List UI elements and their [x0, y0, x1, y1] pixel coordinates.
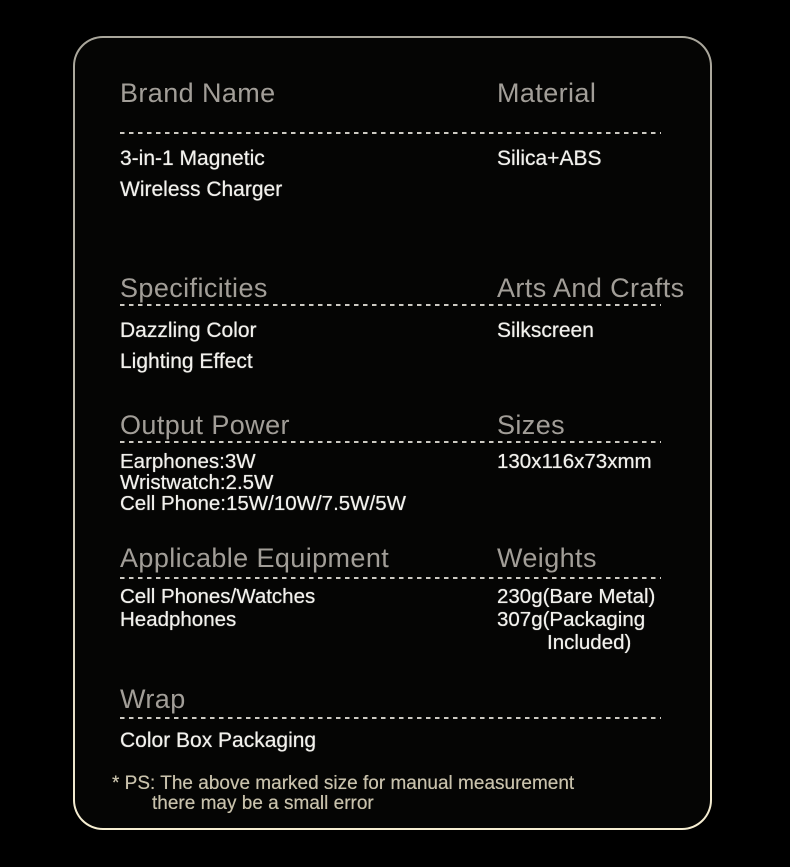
- section-specificities-crafts: [120, 273, 714, 377]
- section-equipment-weights: [120, 543, 714, 654]
- section-headers: [120, 78, 714, 108]
- section-title-sizes: Sizes: [497, 410, 566, 440]
- section-title-material: Material: [497, 78, 597, 108]
- footnote-line: * PS: The above marked size for manual measurement: [112, 773, 575, 794]
- value-line: Cell Phones/Watches: [120, 585, 316, 608]
- arts-and-crafts-values: [497, 315, 594, 377]
- section-headers: [120, 273, 714, 303]
- section-headers: [120, 410, 714, 440]
- brand-name-values: [120, 143, 497, 205]
- section-headers: [120, 684, 714, 714]
- spec-card-border: [73, 36, 712, 830]
- applicable-equipment-values: [120, 585, 497, 654]
- wrap-values: [120, 727, 497, 755]
- section-wrap: [120, 684, 714, 755]
- value-line: Lighting Effect: [120, 350, 253, 373]
- value-line: Cell Phone:15W/10W/7.5W/5W: [120, 492, 406, 515]
- value-line: Wristwatch:2.5W: [120, 471, 274, 494]
- dashed-divider: [120, 717, 661, 719]
- section-values: [120, 143, 714, 205]
- section-values: [120, 585, 714, 654]
- section-title-specificities: Specificities: [120, 273, 268, 303]
- value-line: 130x116x73xmm: [497, 450, 652, 473]
- value-line: 230g(Bare Metal): [497, 585, 656, 608]
- section-title-arts-and-crafts: Arts And Crafts: [497, 273, 685, 303]
- material-values: [497, 143, 601, 205]
- value-line: Earphones:3W: [120, 450, 256, 473]
- value-line: Included): [547, 631, 632, 654]
- section-title-wrap: Wrap: [120, 684, 186, 714]
- value-line: Silica+ABS: [497, 147, 602, 170]
- sizes-values: [497, 451, 652, 514]
- value-line: Silkscreen: [497, 319, 594, 342]
- dashed-divider: [120, 441, 661, 443]
- value-line: 3-in-1 Magnetic: [120, 147, 265, 170]
- section-values: [120, 727, 714, 755]
- section-values: [120, 451, 714, 514]
- section-output-power-sizes: [120, 410, 714, 514]
- section-title-applicable-equipment: Applicable Equipment: [120, 543, 390, 573]
- dashed-divider: [120, 577, 661, 579]
- section-headers: [120, 543, 714, 573]
- footnote-line: there may be a small error: [152, 793, 374, 814]
- value-line: Color Box Packaging: [120, 729, 317, 752]
- dashed-divider: [120, 132, 661, 134]
- value-line: Dazzling Color: [120, 319, 257, 342]
- value-line: 307g(Packaging: [497, 608, 646, 631]
- section-values: [120, 315, 714, 377]
- value-line: Wireless Charger: [120, 178, 283, 201]
- section-title-output-power: Output Power: [120, 410, 290, 440]
- weights-values: [497, 585, 655, 654]
- section-title-weights: Weights: [497, 543, 597, 573]
- specificities-values: [120, 315, 497, 377]
- section-brand-material: [120, 78, 714, 205]
- section-title-brand-name: Brand Name: [120, 78, 276, 108]
- value-line: Headphones: [120, 608, 237, 631]
- dashed-divider: [120, 304, 661, 306]
- output-power-values: [120, 451, 497, 514]
- spec-card: [75, 38, 710, 828]
- footnote: [112, 774, 574, 814]
